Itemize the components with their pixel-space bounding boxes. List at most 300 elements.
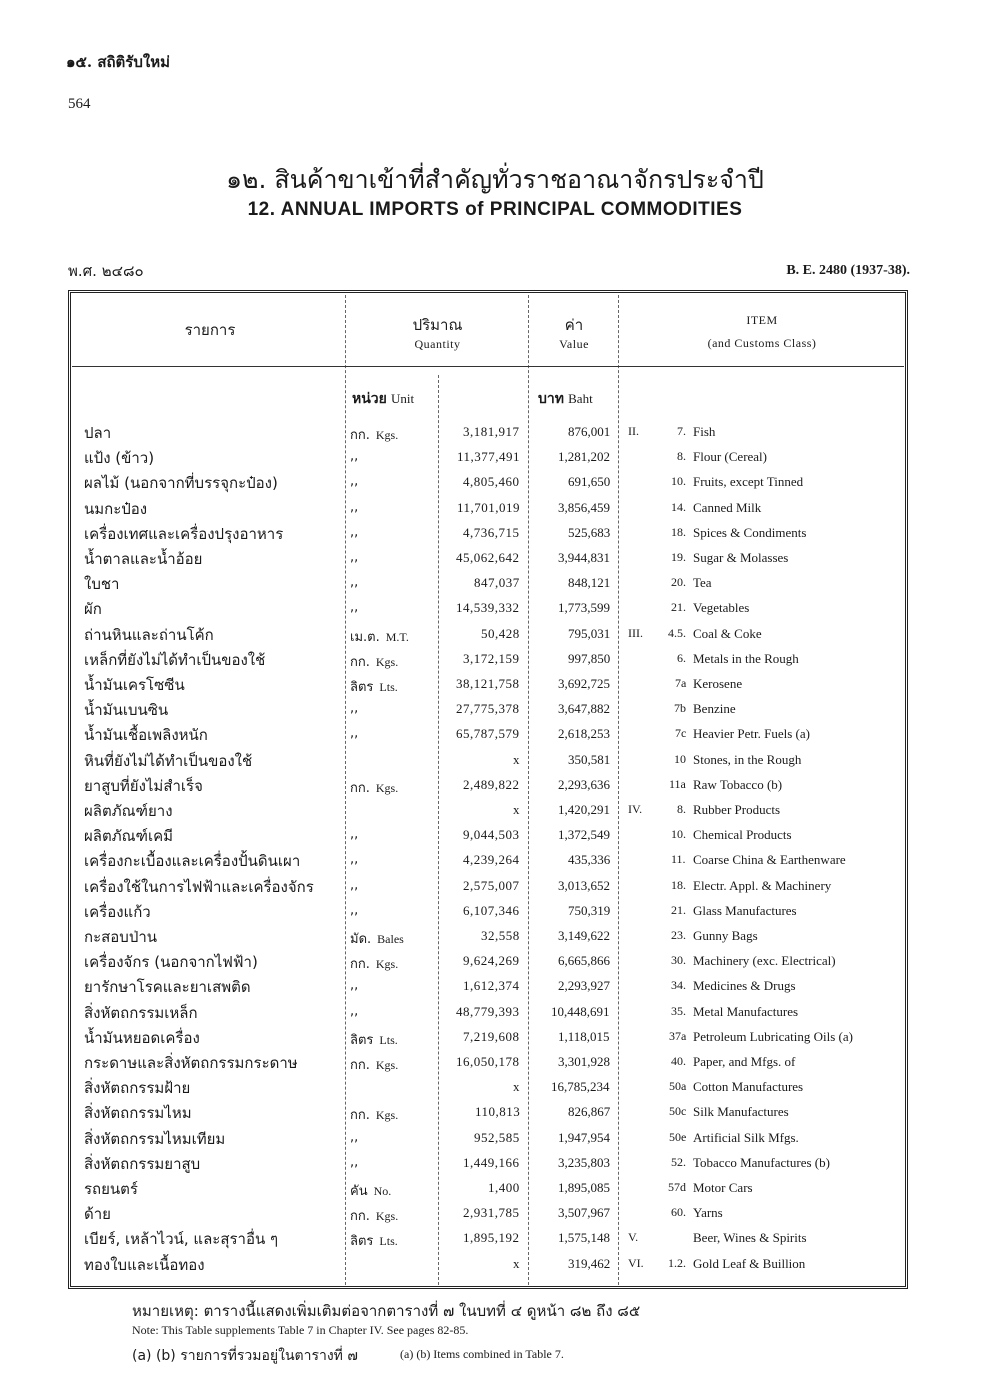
customs-number: 50c — [669, 1104, 687, 1119]
unit-cell — [350, 1180, 391, 1201]
item-english: Gunny Bags — [693, 928, 758, 943]
customs-number: 7a — [675, 676, 687, 690]
unit-english: Kgs. — [375, 1108, 399, 1123]
header-value: ค่า Value — [559, 316, 589, 351]
customs-class: VI. — [628, 1255, 644, 1270]
value-cell: 1,575,148 — [558, 1230, 610, 1246]
table-row — [0, 420, 990, 445]
item-thai: ผลิตภัณฑ์เคมี — [84, 827, 174, 846]
item-english: Coarse China & Earthenware — [693, 852, 846, 868]
unit-english: M.T. — [385, 629, 409, 644]
table-row — [0, 1025, 990, 1050]
unit-cell — [350, 752, 356, 767]
table-row — [0, 672, 990, 697]
unit-cell — [350, 852, 364, 867]
value-cell: 1,773,599 — [558, 600, 610, 616]
value-cell: 2,618,253 — [558, 726, 610, 742]
baht-header: บาท Baht — [538, 391, 593, 407]
table-row — [0, 647, 990, 672]
table-row — [0, 496, 990, 521]
item-thai: ด้าย — [84, 1205, 111, 1224]
unit-thai: มัด. — [350, 932, 372, 947]
value-cell: 435,336 — [568, 852, 611, 868]
quantity-cell: 2,931,785 — [463, 1205, 520, 1221]
item-thai: ใบชา — [84, 575, 120, 594]
item-thai: ทองใบและเนื้อทอง — [84, 1255, 205, 1274]
table-row — [0, 949, 990, 974]
title-thai: ๑๒. สินค้าขาเข้าที่สำคัญทั่วราชอาณาจักรประจำปี — [226, 165, 764, 194]
customs-class: IV. — [628, 802, 643, 816]
item-thai: กระดาษและสิ่งหัตถกรรมกระดาษ — [84, 1054, 298, 1072]
customs-number: 10 — [674, 751, 686, 766]
value-cell: 1,895,085 — [558, 1180, 610, 1195]
unit-thai: ,, — [350, 524, 359, 540]
item-thai: ยารักษาโรคและยาเสพติด — [84, 978, 251, 997]
unit-english: Lts. — [379, 1234, 398, 1249]
item-thai: น้ำมันเครโซซีน — [84, 676, 185, 694]
table-row — [0, 848, 990, 873]
table-row — [0, 1000, 990, 1025]
unit-thai: ลิตร — [350, 680, 374, 695]
value-cell: 876,001 — [568, 424, 611, 439]
unit-cell — [350, 978, 364, 993]
value-cell: 3,235,803 — [558, 1154, 610, 1170]
customs-number: 7c — [675, 726, 687, 741]
item-english: Silk Manufactures — [693, 1104, 789, 1120]
customs-number: 7b — [674, 701, 686, 716]
header-item-english: ITEM (and Customs Class) — [707, 313, 817, 350]
item-thai: กะสอบป่าน — [84, 928, 158, 946]
item-english: Tobacco Manufactures (b) — [693, 1154, 830, 1170]
unit-thai: ,, — [350, 474, 359, 490]
unit-cell — [350, 903, 364, 918]
value-cell: 691,650 — [568, 474, 611, 490]
item-english: Paper, and Mfgs. of — [693, 1054, 796, 1069]
customs-number: 14. — [671, 499, 686, 514]
customs-class: III. — [628, 625, 643, 640]
note-thai: หมายเหตุ: ตารางนี้แสดงเพิ่มเติมต่อจากตารางที่ ๗ ในบทที่ ๔ ดูหน้า ๘๒ ถึง ๘๕ — [132, 1302, 641, 1320]
item-thai: เครื่องแก้ว — [84, 902, 151, 921]
unit-cell — [350, 878, 364, 893]
quantity-cell: 847,037 — [474, 575, 520, 591]
quantity-cell: 110,813 — [475, 1104, 521, 1120]
unit-cell — [350, 1205, 398, 1226]
unit-thai: ,, — [350, 902, 359, 918]
table-row — [0, 1176, 990, 1201]
customs-number: 1.2. — [668, 1255, 686, 1270]
item-thai: สิ่งหัตถกรรมไหมเทียม — [84, 1129, 226, 1148]
item-english: Motor Cars — [693, 1180, 753, 1195]
unit-english: Kgs. — [375, 654, 399, 669]
header-rule — [72, 366, 904, 367]
item-english: Medicines & Drugs — [693, 978, 796, 994]
customs-number: 19. — [671, 550, 686, 564]
item-english: Fruits, except Tinned — [693, 474, 804, 490]
customs-number: 20. — [671, 575, 686, 590]
value-cell: 3,856,459 — [558, 499, 610, 515]
table-row — [0, 1226, 990, 1251]
item-thai: แป้ง (ข้าว) — [84, 449, 155, 468]
customs-number: 7. — [677, 424, 686, 438]
value-cell: 1,372,549 — [558, 827, 610, 843]
quantity-cell: 32,558 — [481, 928, 520, 943]
unit-cell — [350, 449, 364, 464]
table-row — [0, 1126, 990, 1151]
value-cell: 1,947,954 — [558, 1129, 610, 1145]
unit-cell — [350, 777, 398, 798]
quantity-cell: 27,775,378 — [456, 701, 520, 717]
item-english: Canned Milk — [693, 499, 762, 515]
item-thai: หินที่ยังไม่ได้ทำเป็นของใช้ — [84, 751, 253, 770]
item-thai: เครื่องใช้ในการไฟฟ้าและเครื่องจักร — [84, 877, 314, 896]
year-thai: พ.ศ. ๒๔๘๐ — [68, 262, 144, 280]
unit-thai: กก. — [350, 1058, 370, 1073]
unit-thai: ,, — [350, 550, 359, 565]
value-cell: 3,301,928 — [558, 1054, 610, 1069]
item-english: Coal & Coke — [693, 625, 762, 641]
table-row — [0, 1075, 990, 1100]
value-cell: 3,013,652 — [558, 877, 610, 893]
customs-number: 11a — [669, 776, 686, 791]
item-thai: เครื่องจักร (นอกจากไฟฟ้า) — [84, 953, 258, 972]
footnote-english: (a) (b) Items combined in Table 7. — [400, 1347, 564, 1361]
unit-thai: ,, — [350, 499, 359, 515]
unit-thai: กก. — [350, 1209, 370, 1225]
table-row — [0, 1201, 990, 1226]
customs-number: 57d — [668, 1180, 686, 1194]
customs-number: 11. — [671, 852, 686, 867]
customs-number: 8. — [677, 449, 686, 464]
unit-thai: ,, — [350, 877, 359, 893]
item-thai: ปลา — [84, 424, 112, 442]
item-english: Metal Manufactures — [693, 1003, 799, 1019]
unit-english: Kgs. — [375, 428, 399, 442]
unit-cell — [350, 651, 398, 672]
table-row — [0, 1050, 990, 1075]
quantity-cell: 1,449,166 — [463, 1154, 520, 1170]
item-thai: รถยนตร์ — [84, 1180, 138, 1198]
table-row — [0, 974, 990, 999]
quantity-cell: x — [513, 1255, 520, 1271]
value-cell: 750,319 — [568, 902, 611, 918]
header-quantity: ปริมาณ Quantity — [412, 316, 463, 351]
unit-thai: กก. — [350, 654, 370, 670]
quantity-cell: 3,172,159 — [463, 650, 520, 666]
value-cell: 1,420,291 — [558, 802, 610, 817]
item-english: Stones, in the Rough — [693, 751, 802, 767]
unit-cell — [350, 525, 364, 540]
unit-thai: ,, — [350, 600, 359, 616]
item-english: Chemical Products — [693, 827, 792, 843]
table-row — [0, 899, 990, 924]
item-english: Artificial Silk Mfgs. — [693, 1129, 799, 1145]
unit-thai: คัน — [350, 1184, 368, 1199]
title-english: 12. ANNUAL IMPORTS of PRINCIPAL COMMODITIES — [247, 199, 743, 220]
quantity-cell: 1,400 — [488, 1180, 520, 1195]
unit-cell — [350, 827, 364, 842]
unit-cell — [350, 726, 364, 741]
value-cell: 3,944,831 — [558, 550, 610, 565]
unit-cell — [350, 676, 398, 697]
unit-thai: กก. — [350, 428, 370, 443]
unit-thai: ,, — [350, 575, 359, 591]
value-cell: 3,149,622 — [558, 928, 610, 943]
item-english: Heavier Petr. Fuels (a) — [693, 726, 810, 742]
item-thai: ผลไม้ (นอกจากที่บรรจุกะป๋อง) — [84, 474, 278, 493]
item-thai: เครื่องเทศและเครื่องปรุงอาหาร — [84, 524, 284, 543]
unit-thai: ,, — [350, 726, 359, 742]
header-item-thai: รายการ — [184, 321, 236, 339]
customs-number: 60. — [671, 1205, 686, 1220]
item-thai: สิ่งหัตถกรรมไหม — [84, 1104, 192, 1123]
item-thai: เบียร์, เหล้าไวน์, และสุราอื่น ๆ — [84, 1230, 279, 1249]
unit-english: Kgs. — [375, 780, 399, 795]
item-english: Electr. Appl. & Machinery — [693, 877, 832, 893]
customs-number: 37a — [669, 1028, 687, 1043]
item-thai: สิ่งหัตถกรรมยาสูบ — [84, 1154, 201, 1173]
item-english: Fish — [693, 424, 716, 439]
table-row — [0, 748, 990, 773]
value-cell: 848,121 — [568, 575, 611, 591]
customs-number: 34. — [671, 978, 686, 993]
item-english: Sugar & Molasses — [693, 550, 789, 565]
customs-number: 40. — [671, 1054, 686, 1068]
item-english: Glass Manufactures — [693, 902, 797, 918]
value-cell: 2,293,636 — [558, 776, 610, 792]
value-cell: 525,683 — [568, 524, 611, 540]
item-english: Beer, Wines & Spirits — [693, 1230, 807, 1246]
value-cell: 1,118,015 — [558, 1028, 610, 1044]
unit-cell — [350, 575, 364, 590]
quantity-cell: 38,121,758 — [456, 676, 520, 691]
customs-number: 21. — [671, 600, 686, 615]
value-cell: 826,867 — [568, 1104, 611, 1120]
table-row — [0, 546, 990, 571]
value-cell: 16,785,234 — [551, 1079, 610, 1095]
unit-english: Lts. — [379, 1032, 398, 1047]
customs-number: 8. — [677, 802, 686, 816]
item-thai: น้ำมันเบนซิน — [84, 701, 169, 720]
customs-number: 35. — [671, 1003, 686, 1018]
quantity-cell: 1,895,192 — [463, 1230, 520, 1246]
customs-number: 50a — [669, 1079, 687, 1094]
unit-english: Kgs. — [375, 957, 399, 972]
item-english: Flour (Cereal) — [693, 449, 768, 465]
unit-cell — [350, 953, 398, 974]
note-english: Note: This Table supplements Table 7 in Chapter IV. See pages 82-85. — [132, 1323, 469, 1337]
item-english: Metals in the Rough — [693, 650, 799, 666]
unit-thai: ,, — [350, 449, 359, 465]
quantity-cell: 11,701,019 — [457, 499, 521, 515]
quantity-cell: 1,612,374 — [463, 978, 520, 994]
unit-thai: ,, — [350, 701, 359, 717]
unit-cell — [350, 474, 364, 489]
item-english: Tea — [693, 575, 712, 591]
unit-cell — [350, 424, 398, 445]
quantity-cell: 16,050,178 — [456, 1054, 520, 1069]
value-cell: 350,581 — [568, 751, 611, 767]
customs-number: 18. — [671, 877, 686, 892]
customs-number: 50e — [669, 1129, 687, 1144]
unit-thai: ,, — [350, 1003, 359, 1019]
quantity-cell: 4,736,715 — [463, 524, 520, 540]
quantity-cell: 65,787,579 — [456, 726, 520, 742]
item-thai: ยาสูบที่ยังไม่สำเร็จ — [84, 776, 203, 795]
table-row — [0, 874, 990, 899]
table-row — [0, 773, 990, 798]
item-thai: สิ่งหัตถกรรมเหล็ก — [84, 1003, 198, 1022]
table-row — [0, 697, 990, 722]
section-label: ๑๕. สถิติรับใหม่ — [66, 53, 170, 71]
quantity-cell: x — [513, 802, 520, 817]
item-english: Kerosene — [693, 676, 743, 691]
value-cell: 1,281,202 — [558, 449, 610, 465]
page-number: 564 — [68, 96, 91, 112]
unit-english: Bales — [377, 932, 404, 946]
value-cell: 3,692,725 — [558, 676, 610, 691]
customs-number: 21. — [671, 902, 686, 917]
unit-cell — [350, 928, 404, 949]
table-row — [0, 722, 990, 747]
unit-cell — [350, 500, 364, 515]
unit-english: Kgs. — [375, 1209, 399, 1224]
item-thai: น้ำมันหยอดเครื่อง — [84, 1028, 200, 1047]
unit-cell — [350, 802, 356, 817]
quantity-cell: 7,219,608 — [463, 1028, 520, 1044]
quantity-cell: 11,377,491 — [457, 449, 521, 465]
unit-thai: กก. — [350, 1108, 370, 1124]
quantity-cell: 48,779,393 — [456, 1003, 520, 1019]
unit-cell — [350, 1104, 398, 1125]
table-row — [0, 445, 990, 470]
quantity-cell: x — [513, 751, 520, 767]
table-row — [0, 1151, 990, 1176]
unit-cell — [350, 1256, 356, 1271]
unit-english: No. — [373, 1184, 392, 1198]
item-english: Benzine — [693, 701, 736, 717]
item-thai: เหล็กที่ยังไม่ได้ทำเป็นของใช้ — [84, 650, 266, 669]
unit-english: Kgs. — [375, 1058, 399, 1072]
value-cell: 795,031 — [568, 625, 611, 641]
table-row — [0, 1100, 990, 1125]
item-thai: ผลิตภัณฑ์ยาง — [84, 802, 173, 820]
quantity-cell: 4,805,460 — [463, 474, 520, 490]
item-thai: ถ่านหินและถ่านโค้ก — [84, 625, 214, 644]
quantity-cell: 45,062,642 — [456, 550, 520, 565]
table-row — [0, 596, 990, 621]
item-english: Yarns — [693, 1205, 723, 1221]
unit-thai: ,, — [350, 1154, 359, 1170]
unit-header: หน่วย Unit — [352, 391, 415, 407]
unit-thai: กก. — [350, 780, 370, 796]
quantity-cell: 952,585 — [474, 1129, 520, 1145]
unit-cell — [350, 1155, 364, 1170]
value-cell: 2,293,927 — [558, 978, 610, 994]
item-english: Gold Leaf & Buillion — [693, 1255, 806, 1271]
quantity-cell: x — [513, 1079, 520, 1095]
customs-number: 6. — [677, 650, 686, 665]
value-cell: 3,647,882 — [558, 701, 610, 717]
unit-thai: ,, — [350, 852, 359, 868]
customs-number: 23. — [671, 928, 686, 942]
unit-cell — [350, 1054, 398, 1075]
customs-class: V. — [628, 1230, 639, 1245]
unit-thai: ,, — [350, 1129, 359, 1145]
unit-cell — [350, 1079, 356, 1094]
unit-cell — [350, 550, 364, 565]
item-thai: สิ่งหัตถกรรมฝ้าย — [84, 1079, 191, 1098]
quantity-cell: 2,489,822 — [463, 776, 520, 792]
footnote-thai: (a) (b) รายการที่รวมอยู่ในตารางที่ ๗ — [132, 1348, 358, 1364]
value-cell: 997,850 — [568, 650, 611, 666]
unit-thai: ลิตร — [350, 1234, 374, 1250]
quantity-cell: 9,044,503 — [463, 827, 520, 843]
value-cell: 319,462 — [568, 1255, 611, 1271]
quantity-cell: 9,624,269 — [463, 953, 520, 969]
item-english: Spices & Condiments — [693, 524, 807, 540]
unit-cell — [350, 1130, 364, 1145]
customs-class: II. — [628, 424, 639, 438]
quantity-cell: 14,539,332 — [456, 600, 520, 616]
item-english: Vegetables — [693, 600, 750, 616]
item-thai: เครื่องกะเบื้องและเครื่องปั้นดินเผา — [84, 852, 301, 871]
customs-number: 10. — [671, 474, 686, 489]
table-row — [0, 521, 990, 546]
quantity-cell: 6,107,346 — [463, 902, 520, 918]
unit-thai: กก. — [350, 957, 370, 973]
customs-number: 52. — [671, 1154, 686, 1169]
value-cell: 6,665,866 — [558, 953, 610, 969]
unit-thai: ,, — [350, 827, 359, 843]
unit-cell — [350, 626, 409, 647]
customs-number: 4.5. — [668, 625, 686, 640]
customs-number: 18. — [671, 524, 686, 539]
item-english: Machinery (exc. Electrical) — [693, 953, 836, 969]
table-row — [0, 823, 990, 848]
value-cell: 3,507,967 — [558, 1205, 610, 1221]
quantity-cell: 3,181,917 — [463, 424, 520, 439]
table-row — [0, 924, 990, 949]
customs-number: 30. — [671, 953, 686, 968]
unit-cell — [350, 1004, 364, 1019]
table-row — [0, 470, 990, 495]
unit-cell — [350, 1230, 398, 1251]
customs-number: 10. — [671, 827, 686, 842]
table-row — [0, 1252, 990, 1277]
item-thai: น้ำมันเชื้อเพลิงหนัก — [84, 726, 208, 745]
year-english: B. E. 2480 (1937-38). — [786, 263, 910, 278]
item-english: Petroleum Lubricating Oils (a) — [693, 1028, 853, 1044]
unit-thai: ,, — [350, 978, 359, 994]
unit-thai: ลิตร — [350, 1032, 374, 1048]
quantity-cell: 50,428 — [481, 625, 520, 641]
unit-thai: เม.ต. — [350, 629, 380, 645]
table-row — [0, 798, 990, 823]
item-thai: นมกะป๋อง — [84, 499, 148, 518]
unit-english: Lts. — [379, 680, 398, 694]
quantity-cell: 4,239,264 — [463, 852, 520, 868]
quantity-cell: 2,575,007 — [463, 877, 520, 893]
item-english: Rubber Products — [693, 802, 781, 817]
unit-cell — [350, 1029, 398, 1050]
table-row — [0, 622, 990, 647]
value-cell: 10,448,691 — [551, 1003, 610, 1019]
unit-cell — [350, 701, 364, 716]
table-row — [0, 571, 990, 596]
item-english: Raw Tobacco (b) — [693, 776, 783, 792]
item-english: Cotton Manufactures — [693, 1079, 804, 1095]
unit-cell — [350, 600, 364, 615]
